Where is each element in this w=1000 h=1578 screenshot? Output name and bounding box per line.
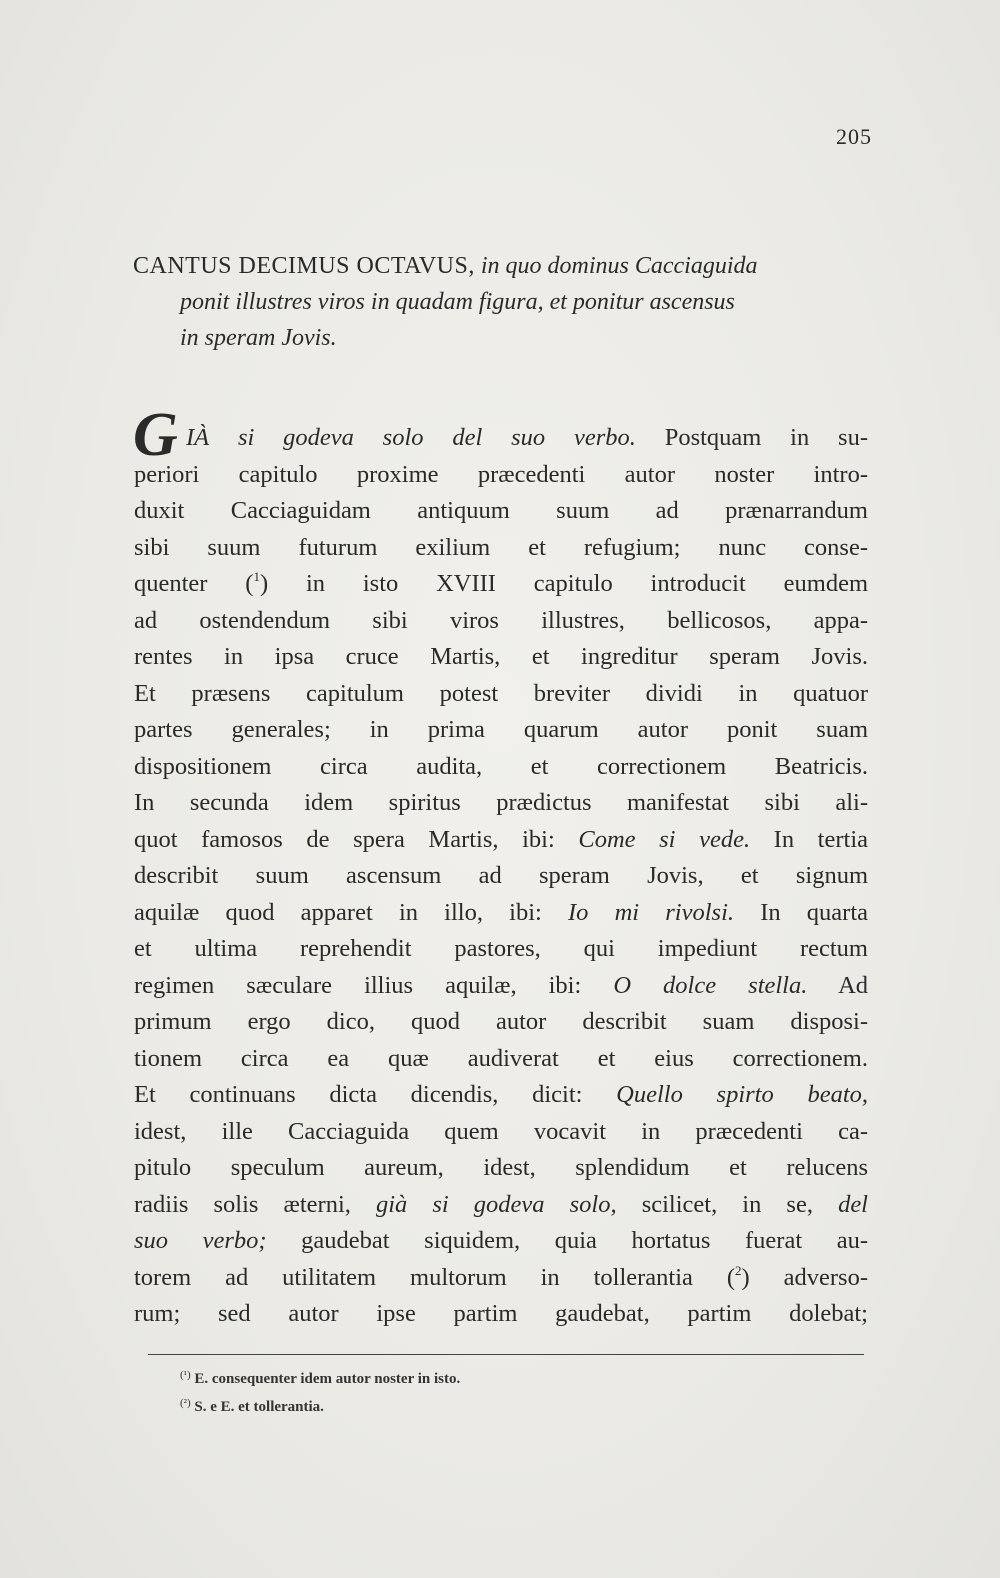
body-text (134, 420, 868, 1333)
text-line: periori capitulo proxime præcedenti autor noster intro- (134, 460, 868, 488)
footnote-ref: 2 (735, 1262, 742, 1278)
text-line: idest, ille Cacciaguida quem vocavit in præcedenti ca- (134, 1117, 868, 1145)
text-line: IÀ si godeva solo del suo verbo. Postquam in su- (186, 424, 868, 451)
text-line: primum ergo dico, quod autor describit suam disposi- (134, 1008, 868, 1035)
drop-cap: G (133, 401, 178, 469)
text-line: dispositionem circa audita, et correctionem Beatricis. (134, 752, 868, 780)
text-line: quot famosos de spera Martis, ibi: Come si vede. In tertia (134, 825, 869, 853)
text-line: quenter ($^1$) in isto XVIII capitulo introducit eumdem (134, 569, 868, 597)
footnote: $^{(^2)}$ S. e E. et tollerantia. (180, 1397, 324, 1415)
text-line: tionem circa ea quæ audiverat et eius correctionem. (134, 1044, 868, 1072)
text-line: duxit Cacciaguidam antiquum suum ad prænarrandum (134, 497, 868, 524)
text-line: pitulo speculum aureum, idest, splendidum et relucens (134, 1154, 868, 1181)
text-line: describit suum ascensum ad speram Jovis, et signum (134, 862, 868, 889)
chapter-heading (133, 248, 869, 356)
text-line: regimen sæculare illius aquilæ, ibi: O dolce stella. Ad (134, 971, 869, 999)
text-line: ad ostendendum sibi viros illustres, bellicosos, appa- (134, 606, 868, 634)
text-line: torem ad utilitatem multorum in tollerantia ($^2$) adverso- (134, 1262, 868, 1291)
text-line: Et continuans dicta dicendis, dicit: Quello spirto beato, (134, 1081, 868, 1108)
footnote-divider (148, 1354, 864, 1355)
text-line: Et præsens capitulum potest breviter dividi in quatuor (134, 679, 868, 707)
text-line: rentes in ipsa cruce Martis, et ingreditur speram Jovis. (134, 643, 868, 670)
text-line: et ultima reprehendit pastores, qui impediunt rectum (134, 935, 868, 962)
text-line: partes generales; in prima quarum autor ponit suam (134, 716, 868, 743)
heading-line-3: in speram Jovis. (180, 325, 337, 351)
heading-lead: CANTUS DECIMUS OCTAVUS, (133, 253, 475, 279)
footnotes (180, 1363, 780, 1419)
text-line: rum; sed autor ipse partim gaudebat, partim dolebat; (134, 1300, 868, 1327)
text-line: suo verbo; gaudebat siquidem, quia hortatus fuerat au- (134, 1227, 869, 1254)
footnote: $^{(^1)}$ E. consequenter idem autor noster in isto. (180, 1369, 461, 1387)
heading-line-1 (133, 248, 869, 284)
text-line: sibi suum futurum exilium et refugium; nunc conse- (134, 533, 868, 561)
heading-italic-1: in quo dominus Cacciaguida (480, 253, 758, 279)
footnote-ref: 1 (253, 569, 260, 584)
text-line: radiis solis æterni, già si godeva solo, scilicet, in se, del (134, 1190, 868, 1218)
text-line: aquilæ quod apparet in illo, ibi: Io mi rivolsi. In quarta (134, 898, 869, 926)
heading-line-2: ponit illustres viros in quadam figura, et ponitur ascensus (180, 289, 735, 315)
page-number: 205 (836, 124, 872, 149)
text-line: In secunda idem spiritus prædictus manifestat sibi ali- (134, 789, 868, 816)
